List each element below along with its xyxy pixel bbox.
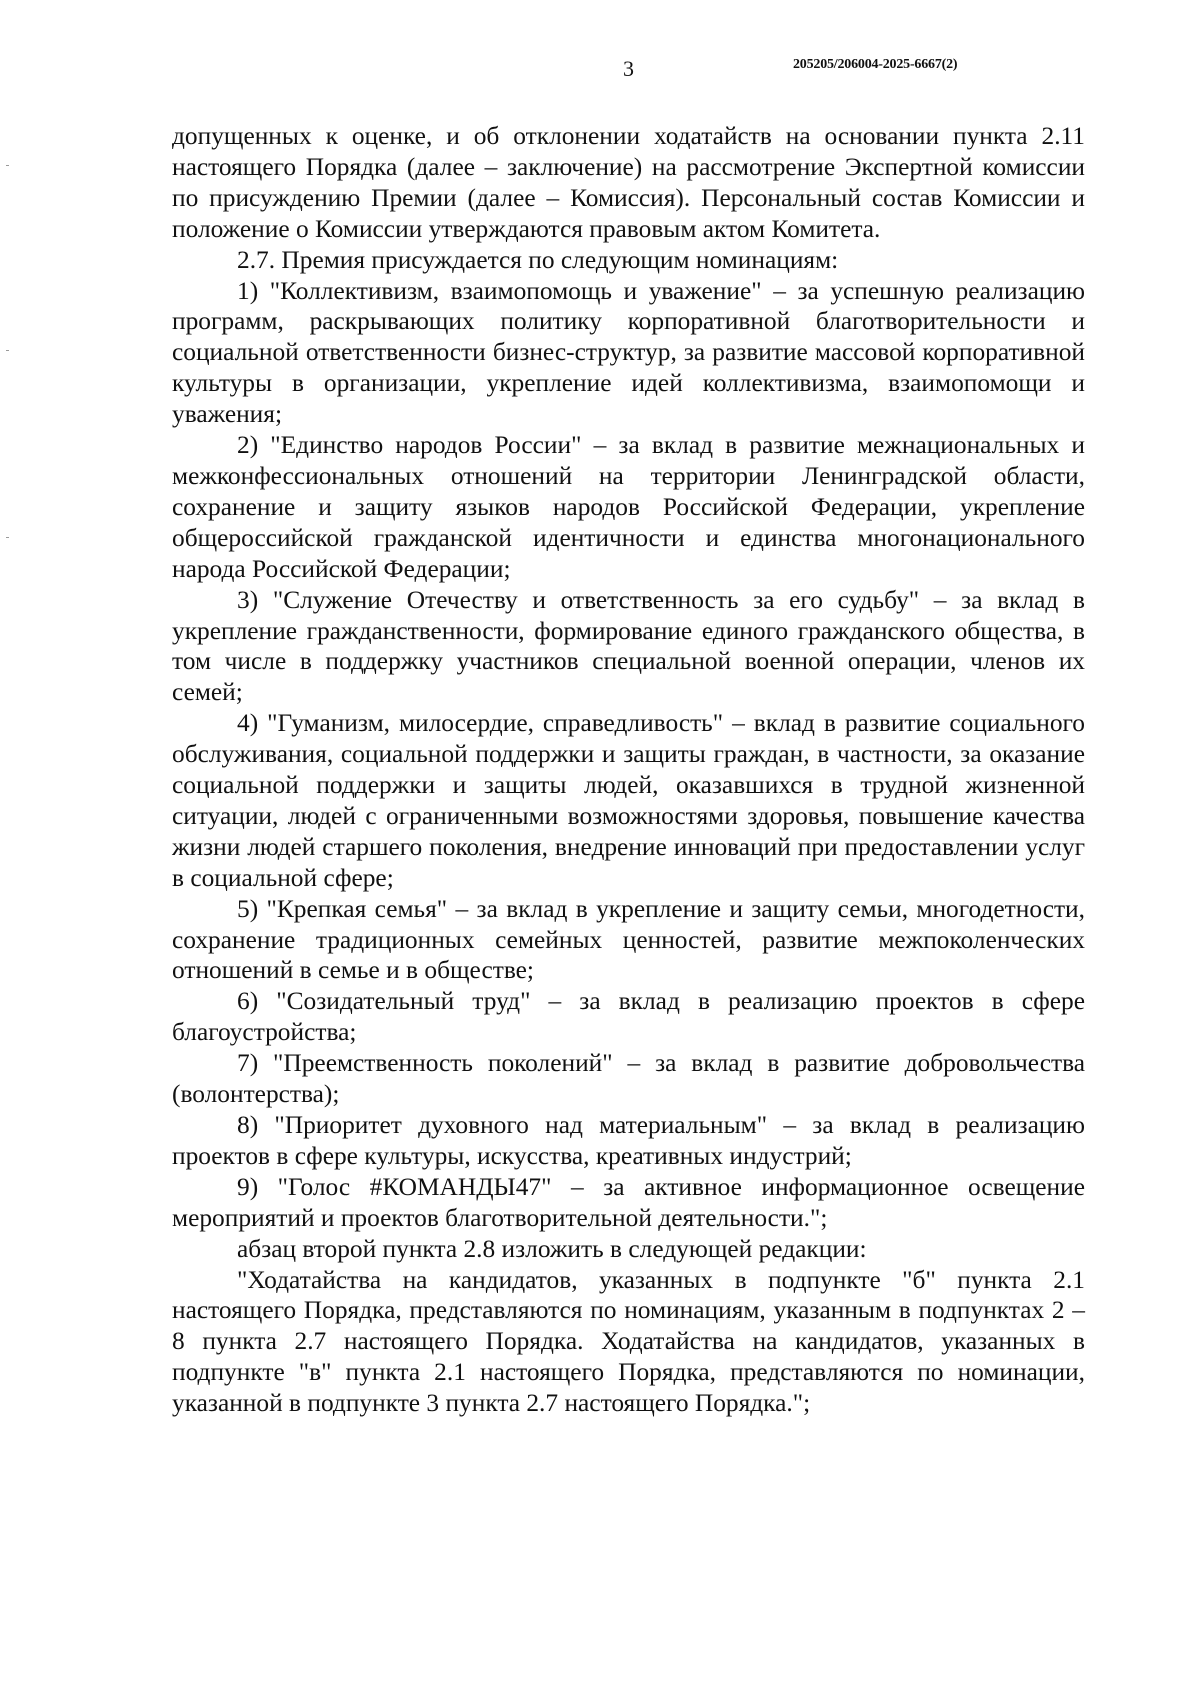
- paragraph-nomination-9: 9) "Голос #КОМАНДЫ47" – за активное информационное освещение мероприятий и проектов благотворительной деятельности.";: [172, 1172, 1085, 1232]
- paragraph-nomination-4: 4) "Гуманизм, милосердие, справедливость" – вклад в развитие социального обслуживания, социальной поддержки и защиты граждан, в частности, за оказание социальной поддержки и защиты людей, оказавшихся в трудной жизненной ситуации, людей с ограниченными возможностями здоровья, повышение качества жизни людей старшего поколения, внедрение инноваций при предоставлении услуг в социальной сфере;: [172, 709, 1085, 892]
- margin-mark: [6, 537, 9, 538]
- document-id: 205205/206004-2025-6667(2): [793, 57, 958, 72]
- paragraph-nomination-7: 7) "Преемственность поколений" – за вклад в развитие добровольчества (волонтерства);: [172, 1049, 1085, 1109]
- paragraph-nomination-6: 6) "Созидательный труд" – за вклад в реализацию проектов в сфере благоустройства;: [172, 987, 1085, 1047]
- page-number: 3: [623, 56, 634, 81]
- margin-mark: [6, 350, 9, 351]
- paragraph-continuation: допущенных к оценке, и об отклонении ходатайств на основании пункта 2.11 настоящего Порядка (далее – заключение) на рассмотрение Экспертной комиссии по присуждению Премии (далее – Комиссия). Персональный состав Комиссии и положение о Комиссии утверждаются правовым актом Комитета.: [172, 122, 1085, 243]
- paragraph-amendment-text: "Ходатайства на кандидатов, указанных в подпункте "б" пункта 2.1 настоящего Порядка, представляются по номинациям, указанным в подпунктах 2 – 8 пункта 2.7 настоящего Порядка. Ходатайства на кандидатов, указанных в подпункте "в" пункта 2.1 настоящего Порядка, представляются по номинации, указанной в подпункте 3 пункта 2.7 настоящего Порядка.";: [172, 1265, 1085, 1418]
- paragraph-section-2-7: 2.7. Премия присуждается по следующим номинациям:: [237, 245, 839, 274]
- paragraph-nomination-8: 8) "Приоритет духовного над материальным" – за вклад в реализацию проектов в сфере культуры, искусства, креативных индустрий;: [172, 1111, 1085, 1170]
- paragraph-nomination-3: 3) "Служение Отечеству и ответственность за его судьбу" – за вклад в укрепление гражданственности, формирование единого гражданского общества, в том числе в поддержку участников специальной военной операции, членов их семей;: [172, 585, 1085, 707]
- paragraph-amendment-2-8: абзац второй пункта 2.8 изложить в следующей редакции:: [237, 1234, 867, 1263]
- paragraph-nomination-5: 5) "Крепкая семья" – за вклад в укрепление и защиту семьи, многодетности, сохранение традиционных семейных ценностей, развитие межпоколенческих отношений в семье и в обществе;: [172, 894, 1085, 985]
- paragraph-nomination-1: 1) "Коллективизм, взаимопомощь и уважение" – за успешную реализацию программ, раскрывающих политику корпоративной благотворительности и социальной ответственности бизнес-структур, за развитие массовой корпоративной культуры в организации, укрепление идей коллективизма, взаимопомощи и уважения;: [172, 276, 1085, 429]
- margin-mark: [6, 165, 9, 166]
- paragraph-nomination-2: 2) "Единство народов России" – за вклад в развитие межнациональных и межконфессиональных отношений на территории Ленинградской области, сохранение и защиту языков народов Российской Федерации, укрепление общероссийской гражданской идентичности и единства многонационального народа Российской Федерации;: [172, 431, 1085, 583]
- document-body: [172, 121, 1085, 1419]
